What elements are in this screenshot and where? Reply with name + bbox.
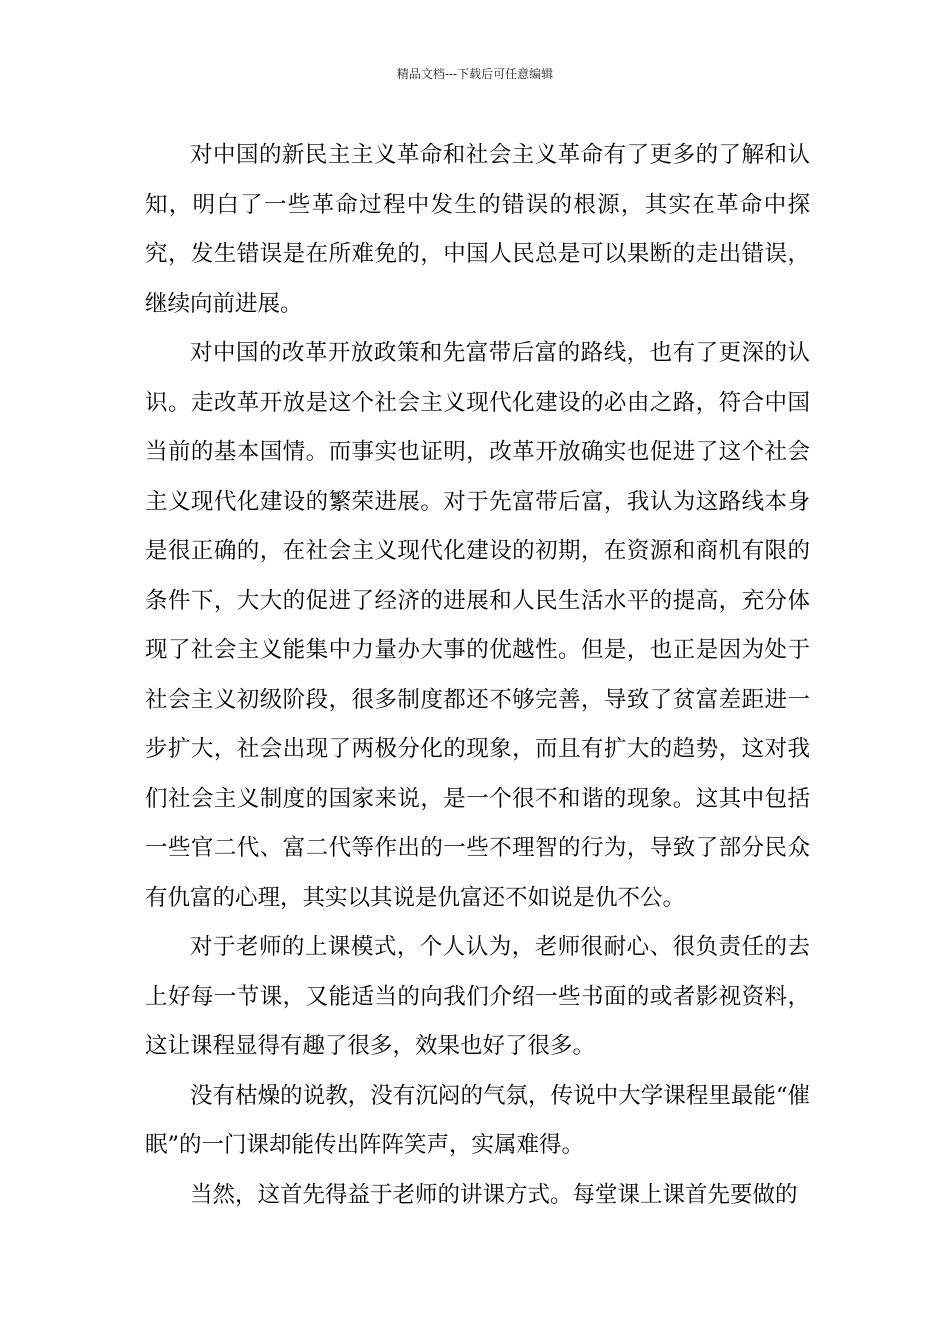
document-body bbox=[145, 131, 810, 1220]
paragraph-5: 当然，这首先得益于老师的讲课方式。每堂课上课首先要做的 bbox=[190, 1181, 798, 1208]
page-header: 精品文档---下载后可任意编辑 bbox=[396, 67, 554, 81]
paragraph-3: 对于老师的上课模式，个人认为，老师很耐心、很负责任的去上好每一节课，又能适当的向我们介绍一些书面的或者影视资料，这让课程显得有趣了很多，效果也好了很多。 bbox=[145, 934, 810, 1059]
paragraph-1: 对中国的新民主主义革命和社会主义革命有了更多的了解和认知，明白了一些革命过程中发生的错误的根源，其实在革命中探究，发生错误是在所难免的，中国人民总是可以果断的走出错误，继续向前进展。 bbox=[145, 142, 810, 317]
paragraph-4: 没有枯燥的说教，没有沉闷的气氛，传说中大学课程里最能“催眠”的一门课却能传出阵阵笑声，实属难得。 bbox=[145, 1082, 810, 1158]
paragraph-2: 对中国的改革开放政策和先富带后富的路线，也有了更深的认识。走改革开放是这个社会主义现代化建设的必由之路，符合中国当前的基本国情。而事实也证明，改革开放确实也促进了这个社会主义现代化建设的繁荣进展。对于先富带后富，我认为这路线本身是很正确的，在社会主义现代化建设的初期，在资源和商机有限的条件下，大大的促进了经济的进展和人民生活水平的提高，充分体现了社会主义能集中力量办大事的优越性。但是，也正是因为处于社会主义初级阶段，很多制度都还不够完善，导致了贫富差距进一步扩大，社会出现了两极分化的现象，而且有扩大的趋势，这对我们社会主义制度的国家来说，是一个很不和谐的现象。这其中包括一些官二代、富二代等作出的一些不理智的行为，导致了部分民众有仇富的心理，其实以其说是仇富还不如说是仇不公。 bbox=[145, 340, 810, 911]
